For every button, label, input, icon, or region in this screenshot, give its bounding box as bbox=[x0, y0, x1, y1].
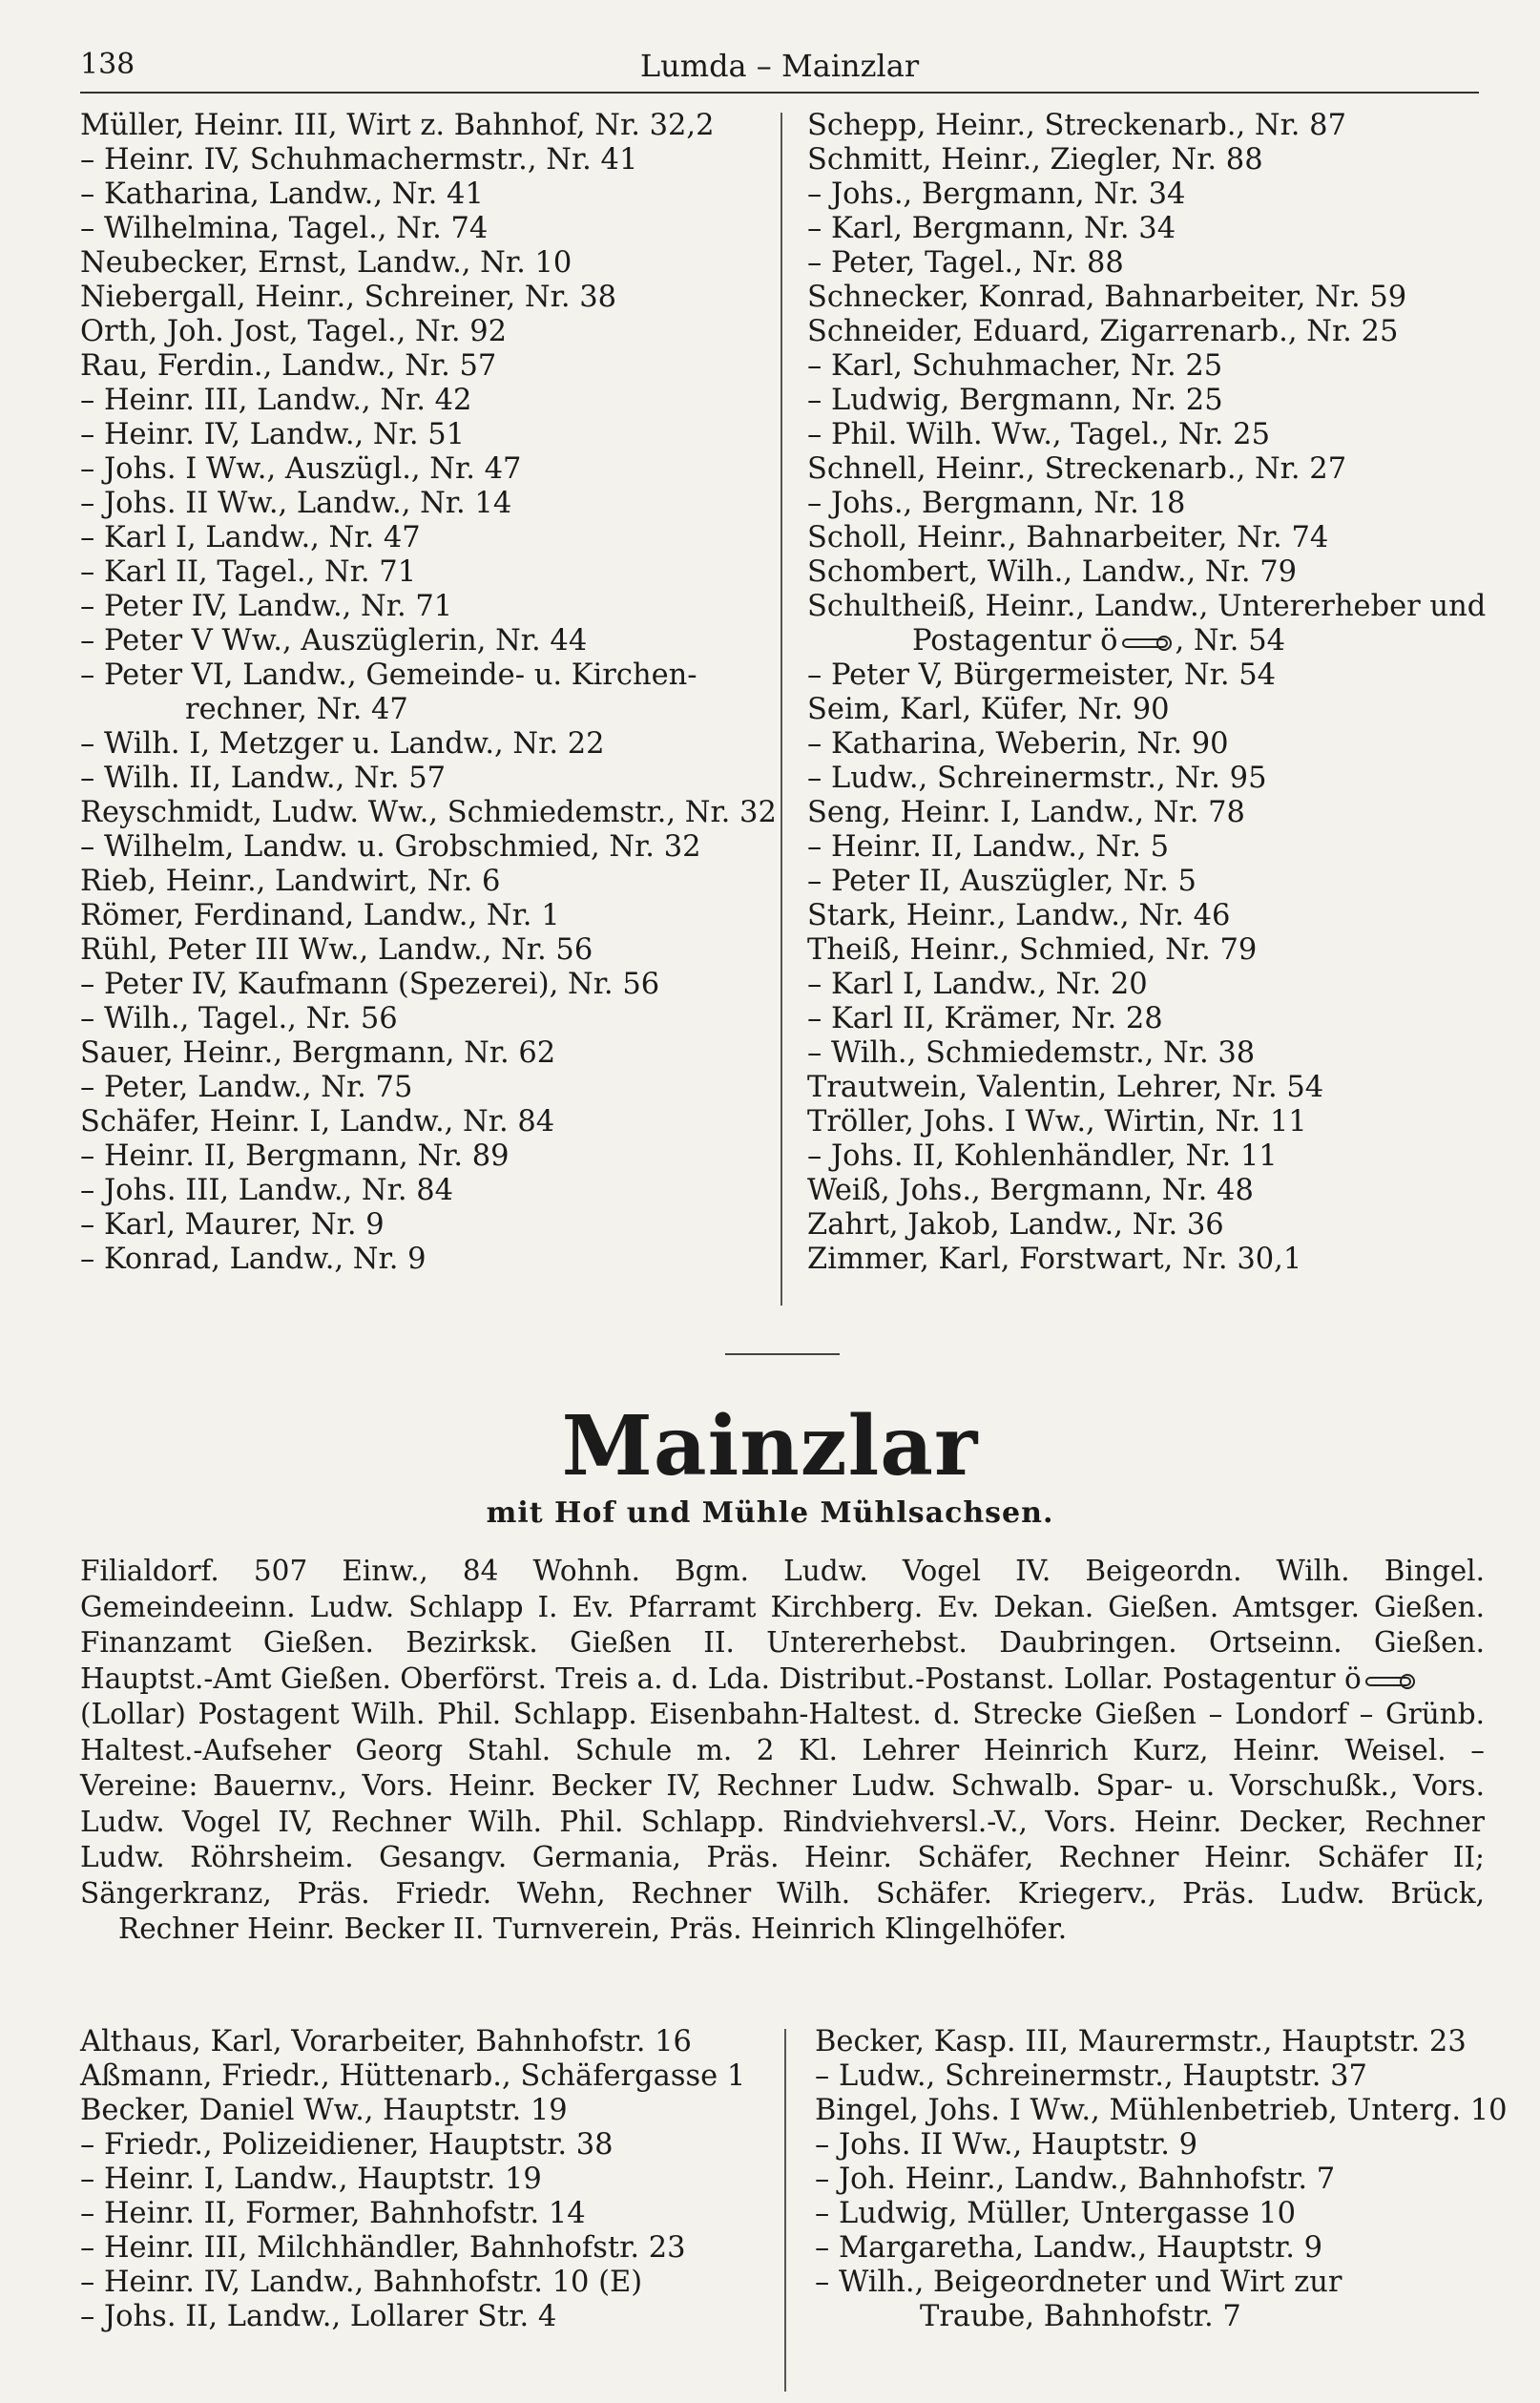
list-item: – Johs. II, Kohlenhändler, Nr. 11 bbox=[807, 1139, 1278, 1173]
list-item: – Wilh. II, Landw., Nr. 57 bbox=[80, 762, 447, 795]
list-item: Seim, Karl, Küfer, Nr. 90 bbox=[807, 693, 1170, 726]
description-line: (Lollar) Postagent Wilh. Phil. Schlapp. Eisenbahn-Haltest. d. Strecke Gießen – Londorf – Grünb. bbox=[80, 1698, 1485, 1730]
section-divider bbox=[725, 1353, 840, 1355]
list-item-continuation: Traube, Bahnhofstr. 7 bbox=[920, 2300, 1241, 2333]
post-horn-icon bbox=[1365, 1674, 1415, 1687]
list-item-continuation bbox=[807, 624, 1490, 658]
list-item: – Peter, Landw., Nr. 75 bbox=[80, 1071, 413, 1104]
list-item: Rühl, Peter III Ww., Landw., Nr. 56 bbox=[80, 933, 593, 967]
list-item: – Wilh., Schmiedemstr., Nr. 38 bbox=[807, 1036, 1256, 1070]
list-item: – Heinr. III, Landw., Nr. 42 bbox=[80, 384, 472, 417]
list-item: Schepp, Heinr., Streckenarb., Nr. 87 bbox=[807, 109, 1346, 142]
section-subtitle: mit Hof und Mühle Mühlsachsen. bbox=[486, 1496, 1054, 1530]
lumda-right-column bbox=[807, 109, 1490, 1277]
list-item: – Katharina, Landw., Nr. 41 bbox=[80, 178, 484, 211]
list-item: Trautwein, Valentin, Lehrer, Nr. 54 bbox=[807, 1071, 1324, 1104]
description-line: Ludw. Röhrsheim. Gesangv. Germania, Präs. Heinr. Schäfer, Rechner Heinr. Schäfer II; bbox=[80, 1841, 1485, 1873]
list-item: – Heinr. II, Former, Bahnhofstr. 14 bbox=[80, 2197, 586, 2230]
mainzlar-left-column bbox=[80, 2025, 767, 2334]
list-item: Rieb, Heinr., Landwirt, Nr. 6 bbox=[80, 865, 501, 898]
column-divider bbox=[784, 2029, 786, 2392]
post-horn-icon bbox=[1122, 636, 1172, 649]
list-item: Neubecker, Ernst, Landw., Nr. 10 bbox=[80, 246, 572, 280]
postagentur-text: Postagentur ö bbox=[912, 624, 1118, 658]
list-item: – Karl, Schuhmacher, Nr. 25 bbox=[807, 349, 1223, 383]
list-item: – Wilhelm, Landw. u. Grobschmied, Nr. 32 bbox=[80, 830, 701, 864]
list-item: – Heinr. II, Landw., Nr. 5 bbox=[807, 830, 1169, 864]
list-item: Tröller, Johs. I Ww., Wirtin, Nr. 11 bbox=[807, 1105, 1307, 1139]
page-number: 138 bbox=[80, 48, 135, 81]
list-item: – Margaretha, Landw., Hauptstr. 9 bbox=[815, 2231, 1323, 2265]
list-item: Theiß, Heinr., Schmied, Nr. 79 bbox=[807, 933, 1258, 967]
list-item: – Johs., Bergmann, Nr. 18 bbox=[807, 487, 1186, 520]
list-item: – Joh. Heinr., Landw., Bahnhofstr. 7 bbox=[815, 2163, 1336, 2196]
list-item: – Johs. II Ww., Hauptstr. 9 bbox=[815, 2128, 1198, 2162]
list-item: – Heinr. IV, Landw., Nr. 51 bbox=[80, 418, 466, 451]
description-line bbox=[80, 1661, 1485, 1698]
list-item: – Karl, Maurer, Nr. 9 bbox=[80, 1208, 385, 1242]
description-line: Sängerkranz, Präs. Friedr. Wehn, Rechner Wilh. Schäfer. Kriegerv., Präs. Ludw. Brück, bbox=[80, 1876, 1485, 1910]
list-item: Schnell, Heinr., Streckenarb., Nr. 27 bbox=[807, 452, 1347, 486]
list-item: Römer, Ferdinand, Landw., Nr. 1 bbox=[80, 899, 560, 932]
description-line: Gemeindeeinn. Ludw. Schlapp I. Ev. Pfarramt Kirchberg. Ev. Dekan. Gießen. Amtsger. Gießen. bbox=[80, 1590, 1485, 1623]
list-item: Becker, Daniel Ww., Hauptstr. 19 bbox=[80, 2094, 568, 2127]
list-item: – Ludw., Schreinermstr., Hauptstr. 37 bbox=[815, 2059, 1367, 2093]
list-item: Niebergall, Heinr., Schreiner, Nr. 38 bbox=[80, 281, 617, 314]
list-item: Zahrt, Jakob, Landw., Nr. 36 bbox=[807, 1208, 1224, 1242]
list-item: – Heinr. I, Landw., Hauptstr. 19 bbox=[80, 2163, 542, 2196]
list-item: – Peter II, Auszügler, Nr. 5 bbox=[807, 865, 1197, 898]
list-item: – Peter, Tagel., Nr. 88 bbox=[807, 246, 1124, 280]
description-line: Ludw. Vogel IV, Rechner Wilh. Phil. Schlapp. Rindviehversl.-V., Vors. Heinr. Decker, Rechner bbox=[80, 1805, 1485, 1838]
list-item: – Karl II, Tagel., Nr. 71 bbox=[80, 555, 417, 589]
list-item: Schultheiß, Heinr., Landw., Untererheber und bbox=[807, 590, 1487, 623]
list-item: Müller, Heinr. III, Wirt z. Bahnhof, Nr. 32,2 bbox=[80, 109, 715, 142]
list-item: Schnecker, Konrad, Bahnarbeiter, Nr. 59 bbox=[807, 281, 1407, 314]
list-item: Stark, Heinr., Landw., Nr. 46 bbox=[807, 899, 1231, 932]
list-item: Orth, Joh. Jost, Tagel., Nr. 92 bbox=[80, 315, 508, 348]
list-item: – Johs. I Ww., Auszügl., Nr. 47 bbox=[80, 452, 522, 486]
list-item: – Karl I, Landw., Nr. 20 bbox=[807, 968, 1148, 1001]
list-item: – Ludwig, Bergmann, Nr. 25 bbox=[807, 384, 1223, 417]
description-line: Haltest.-Aufseher Georg Stahl. Schule m. 2 Kl. Lehrer Heinrich Kurz, Heinr. Weisel. – bbox=[80, 1733, 1485, 1766]
description-line: Finanzamt Gießen. Bezirksk. Gießen II. Untererhebst. Daubringen. Ortseinn. Gießen. bbox=[80, 1626, 1485, 1659]
list-item: – Konrad, Landw., Nr. 9 bbox=[80, 1243, 427, 1276]
list-item: – Johs. III, Landw., Nr. 84 bbox=[80, 1174, 454, 1207]
description-line: Filialdorf. 507 Einw., 84 Wohnh. Bgm. Ludw. Vogel IV. Beigeordn. Wilh. Bingel. bbox=[80, 1555, 1485, 1587]
list-item: Schombert, Wilh., Landw., Nr. 79 bbox=[807, 555, 1298, 589]
list-item: – Peter V, Bürgermeister, Nr. 54 bbox=[807, 658, 1277, 692]
list-item: – Heinr. IV, Landw., Bahnhofstr. 10 (E) bbox=[80, 2266, 643, 2299]
list-item-continuation: rechner, Nr. 47 bbox=[185, 693, 408, 726]
list-item: – Ludwig, Müller, Untergasse 10 bbox=[815, 2197, 1296, 2230]
description-line: Vereine: Bauernv., Vors. Heinr. Becker IV, Rechner Ludw. Schwalb. Spar- u. Vorschußk., Vors. bbox=[80, 1769, 1485, 1802]
mainzlar-right-column bbox=[815, 2025, 1508, 2334]
list-item: Scholl, Heinr., Bahnarbeiter, Nr. 74 bbox=[807, 521, 1329, 554]
list-item: – Ludw., Schreinermstr., Nr. 95 bbox=[807, 762, 1267, 795]
list-item: – Heinr. III, Milchhändler, Bahnhofstr. 23 bbox=[80, 2231, 686, 2265]
list-item: – Karl II, Krämer, Nr. 28 bbox=[807, 1002, 1163, 1035]
list-item: – Heinr. IV, Schuhmachermstr., Nr. 41 bbox=[80, 143, 638, 177]
list-item: Schäfer, Heinr. I, Landw., Nr. 84 bbox=[80, 1105, 555, 1139]
section-title: Mainzlar bbox=[561, 1398, 979, 1494]
postagentur-number: , Nr. 54 bbox=[1175, 624, 1286, 658]
list-item: – Johs. II Ww., Landw., Nr. 14 bbox=[80, 487, 512, 520]
list-item: – Wilhelmina, Tagel., Nr. 74 bbox=[80, 212, 489, 245]
list-item: Becker, Kasp. III, Maurermstr., Hauptstr. 23 bbox=[815, 2025, 1467, 2058]
list-item: – Peter VI, Landw., Gemeinde- u. Kirchen- bbox=[80, 658, 697, 692]
list-item: – Johs., Bergmann, Nr. 34 bbox=[807, 178, 1186, 211]
list-item: – Wilh. I, Metzger u. Landw., Nr. 22 bbox=[80, 727, 605, 761]
page-header bbox=[80, 42, 1479, 94]
list-item: – Peter IV, Kaufmann (Spezerei), Nr. 56 bbox=[80, 968, 660, 1001]
list-item: Schneider, Eduard, Zigarrenarb., Nr. 25 bbox=[807, 315, 1399, 348]
list-item: Zimmer, Karl, Forstwart, Nr. 30,1 bbox=[807, 1243, 1302, 1276]
list-item: Sauer, Heinr., Bergmann, Nr. 62 bbox=[80, 1036, 556, 1070]
column-divider bbox=[780, 113, 782, 1306]
description-line-text: Hauptst.-Amt Gießen. Oberförst. Treis a. d. Lda. Distribut.-Postanst. Lollar. Postagentur ö bbox=[80, 1661, 1362, 1695]
list-item: – Karl, Bergmann, Nr. 34 bbox=[807, 212, 1176, 245]
list-item: – Karl I, Landw., Nr. 47 bbox=[80, 521, 421, 554]
running-title: Lumda – Mainzlar bbox=[639, 48, 920, 84]
list-item: – Phil. Wilh. Ww., Tagel., Nr. 25 bbox=[807, 418, 1270, 451]
list-item: Rau, Ferdin., Landw., Nr. 57 bbox=[80, 349, 497, 383]
village-description bbox=[80, 1554, 1485, 1948]
list-item: Aßmann, Friedr., Hüttenarb., Schäfergasse 1 bbox=[80, 2059, 746, 2093]
list-item: Bingel, Johs. I Ww., Mühlenbetrieb, Unterg. 10 bbox=[815, 2094, 1508, 2127]
lumda-left-column bbox=[80, 109, 777, 1277]
list-item: – Johs. II, Landw., Lollarer Str. 4 bbox=[80, 2300, 557, 2333]
list-item: – Peter IV, Landw., Nr. 71 bbox=[80, 590, 453, 623]
list-item: Seng, Heinr. I, Landw., Nr. 78 bbox=[807, 796, 1245, 829]
list-item: – Heinr. II, Bergmann, Nr. 89 bbox=[80, 1139, 510, 1173]
list-item: Schmitt, Heinr., Ziegler, Nr. 88 bbox=[807, 143, 1263, 177]
list-item: Althaus, Karl, Vorarbeiter, Bahnhofstr. 16 bbox=[80, 2025, 692, 2058]
description-line: Rechner Heinr. Becker II. Turnverein, Präs. Heinrich Klingelhöfer. bbox=[118, 1912, 1068, 1945]
list-item: – Friedr., Polizeidiener, Hauptstr. 38 bbox=[80, 2128, 614, 2162]
list-item: – Peter V Ww., Auszüglerin, Nr. 44 bbox=[80, 624, 588, 658]
list-item: Reyschmidt, Ludw. Ww., Schmiedemstr., Nr. 32 bbox=[80, 796, 777, 829]
list-item: – Katharina, Weberin, Nr. 90 bbox=[807, 727, 1229, 761]
list-item: Weiß, Johs., Bergmann, Nr. 48 bbox=[807, 1174, 1254, 1207]
list-item: – Wilh., Tagel., Nr. 56 bbox=[80, 1002, 398, 1035]
list-item: – Wilh., Beigeordneter und Wirt zur bbox=[815, 2266, 1342, 2299]
